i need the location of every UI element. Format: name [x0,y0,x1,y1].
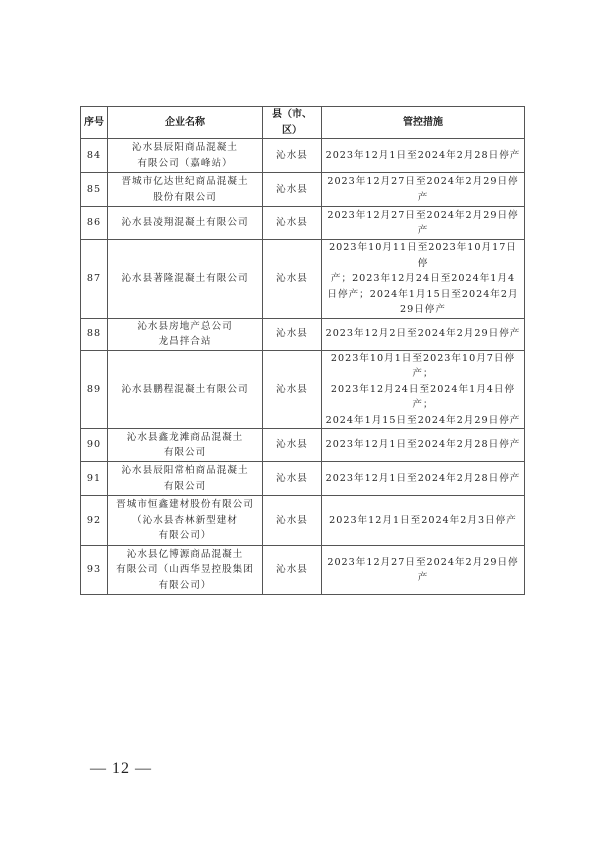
header-control-measure: 管控措施 [322,107,525,139]
row-seq: 84 [81,139,108,173]
enterprise-name-line: 有限公司） [158,579,212,591]
row-control-measure [322,207,525,240]
table-row [81,350,525,429]
table-row [81,207,525,240]
row-control-measure [322,318,525,350]
row-county: 沁水县 [263,429,322,462]
row-control-measure [322,139,525,173]
row-enterprise-name [108,496,263,546]
control-measure-line: 日停产；2024年1月15日至2024年2月 [327,288,519,300]
row-control-measure [322,173,525,207]
table-row [81,546,525,595]
table-row [81,496,525,546]
row-enterprise-name [108,173,263,207]
enterprise-name-line: 有限公司 [163,447,207,458]
row-enterprise-name [108,350,263,429]
control-measure-line: 2023年12月27日至2024年2月29日停产 [327,209,519,236]
header-enterprise-name: 企业名称 [108,107,263,139]
row-enterprise-name [108,240,263,319]
header-seq: 序号 [81,107,108,139]
row-enterprise-name [108,546,263,595]
enterprise-name-line: 股份有限公司 [153,191,217,203]
enterprise-name-line: 沁水县著隆混凝土有限公司 [121,273,249,284]
control-measure-line: 2023年12月2日至2024年2月29日停产 [325,328,521,340]
row-county: 沁水县 [263,546,322,595]
row-county: 沁水县 [263,462,322,496]
row-seq: 93 [81,546,108,595]
enterprise-control-table [80,106,525,595]
row-county: 沁水县 [263,496,322,546]
row-seq: 88 [81,318,108,350]
row-seq: 86 [81,207,108,240]
row-county: 沁水县 [263,207,322,240]
control-measure-line: 2023年12月27日至2024年2月29日停产 [327,176,519,203]
table-row [81,318,525,350]
table-row [81,462,525,496]
table-row [81,139,525,173]
enterprise-name-line: 沁水县鹏程混凝土有限公司 [121,383,249,395]
table-header-row [81,107,525,139]
row-enterprise-name [108,139,263,173]
row-control-measure [322,240,525,319]
enterprise-name-line: 有限公司 [163,480,207,492]
row-seq: 92 [81,496,108,546]
enterprise-name-line: 沁水县辰阳商品混凝土 [132,142,238,153]
row-control-measure [322,496,525,546]
table-row [81,429,525,462]
enterprise-name-line: 有限公司（山西华昱控股集团 [116,564,254,576]
row-county: 沁水县 [263,139,322,173]
enterprise-name-line: 沁水县亿博源商品混凝土 [126,548,244,560]
row-county: 沁水县 [263,240,322,319]
enterprise-name-line: 晋城市恒鑫建材股份有限公司 [116,499,254,511]
table-row [81,240,525,319]
row-seq: 85 [81,173,108,207]
enterprise-name-line: 有限公司（嘉峰站） [137,157,233,169]
table-row [81,173,525,207]
row-seq: 90 [81,429,108,462]
control-measure-line: 2023年12月1日至2024年2月3日停产 [329,514,517,526]
row-control-measure [322,546,525,595]
row-seq: 89 [81,350,108,429]
control-measure-line: 2024年1月15日至2024年2月29日停产 [325,414,521,426]
table-body [81,139,525,595]
page-number: — 12 — [90,760,152,777]
row-seq: 91 [81,462,108,496]
row-enterprise-name [108,207,263,240]
enterprise-name-line: 沁水县凌翔混凝土有限公司 [121,217,249,229]
control-measure-line: 产；2023年12月24日至2024年1月4 [330,273,516,284]
enterprise-name-line: 沁水县房地产总公司 [137,320,233,332]
row-control-measure [322,462,525,496]
row-control-measure [322,429,525,462]
row-county: 沁水县 [263,318,322,350]
control-measure-line: 2023年12月1日至2024年2月28日停产 [325,439,521,451]
row-seq: 87 [81,240,108,319]
row-county: 沁水县 [263,350,322,429]
control-measure-line: 2023年12月27日至2024年2月29日停产 [327,556,519,583]
control-measure-line: 29日停产 [400,304,446,315]
enterprise-name-line: （沁水县杏林新型建材 [132,514,238,526]
row-county: 沁水县 [263,173,322,207]
enterprise-name-line: 沁水县鑫龙滩商品混凝土 [126,431,244,443]
control-measure-line: 2023年12月1日至2024年2月28日停产 [325,149,521,161]
enterprise-name-line: 晋城市亿达世纪商品混凝土 [121,176,249,187]
enterprise-name-line: 龙昌拌合站 [158,336,212,347]
control-measure-line: 2023年12月1日至2024年2月28日停产 [325,472,521,484]
enterprise-name-line: 沁水县辰阳常柏商品混凝土 [121,465,249,476]
control-measure-line: 2023年10月1日至2023年10月7日停产； [330,352,516,379]
control-measure-line: 2023年10月11日至2023年10月17日停 [329,242,517,269]
header-county: 县（市、区） [263,107,322,139]
row-enterprise-name [108,429,263,462]
row-enterprise-name [108,318,263,350]
row-enterprise-name [108,462,263,496]
row-control-measure [322,350,525,429]
enterprise-name-line: 有限公司） [158,530,212,542]
control-measure-line: 2023年12月24日至2024年1月4日停产； [330,383,516,410]
